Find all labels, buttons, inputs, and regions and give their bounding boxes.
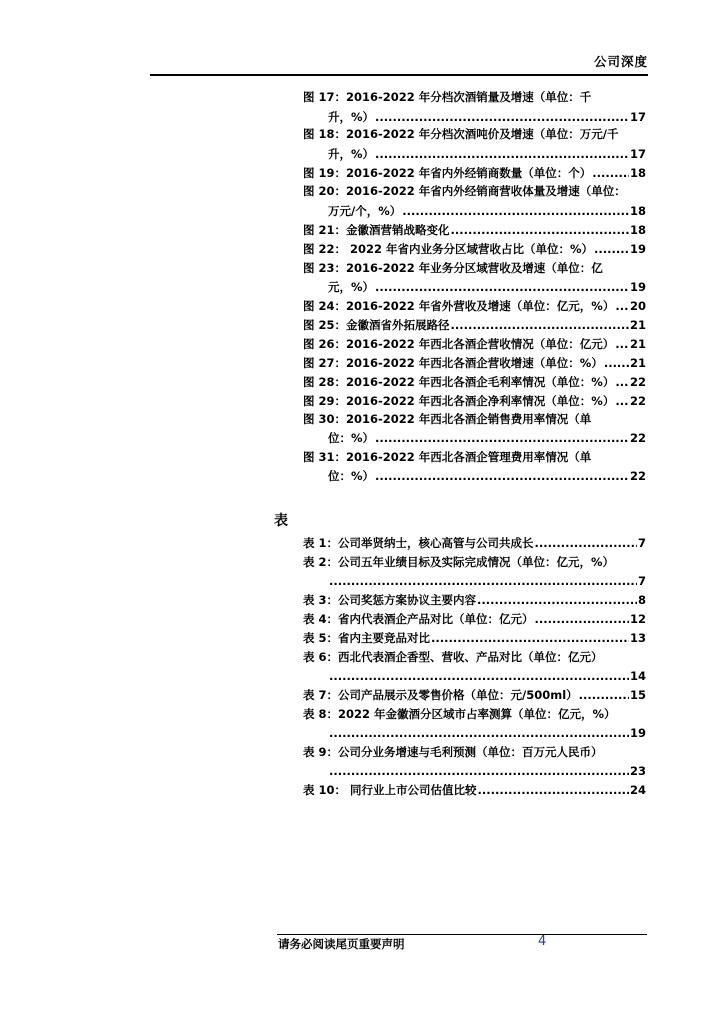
leader-dots [451,316,629,334]
footer-rule [277,934,647,935]
toc-figure-18-line1[interactable]: 图 18：2016-2022 年分档次酒吨价及增速（单位：万元/千 [303,127,619,141]
toc-label: 表 5：省内主要竞品对比 [303,631,431,645]
toc-page: 21 [629,356,646,370]
toc-page: 18 [629,223,646,237]
toc-label: 图 27：2016-2022 年西北各酒企营收增速（单位：%） [303,356,603,370]
toc-label: 升，%） [328,110,375,124]
toc-figure-27[interactable] [303,354,646,372]
toc-page: 20 [629,299,646,313]
toc-figure-23[interactable] [328,278,646,296]
toc-figure-21[interactable] [303,221,646,239]
toc-label: 表 7：公司产品展示及零售价格（单位：元/500ml） [303,688,578,702]
toc-figure-26[interactable] [303,335,646,353]
leader-dots [579,686,629,704]
toc-page: 15 [629,688,646,702]
toc-figure-25[interactable] [303,316,646,334]
page-number: 4 [538,934,547,949]
leader-dots [594,240,629,258]
toc-figure-29[interactable] [303,392,646,410]
toc-label: 升，%） [328,147,375,161]
toc-label: 元，%） [328,280,375,294]
toc-page: 17 [629,110,646,124]
toc-page: 12 [629,612,646,626]
toc-label: 万元/个，%） [328,204,402,218]
toc-figure-22[interactable] [303,240,646,258]
header-rule [150,74,648,76]
toc-page: 18 [629,166,646,180]
toc-page: 7 [637,574,646,588]
leader-dots [592,164,629,182]
toc-label: 图 26：2016-2022 年西北各酒企营收情况（单位：亿元） [303,337,615,351]
leader-dots [477,591,637,609]
toc-page: 7 [637,536,646,550]
leader-dots [375,467,629,485]
toc-label: 图 19：2016-2022 年省内外经销商数量（单位：个） [303,166,592,180]
toc-page: 8 [637,593,646,607]
toc-figure-19[interactable] [303,164,646,182]
leader-dots [535,534,637,552]
toc-page: 22 [629,469,646,483]
toc-label: 表 4：省内代表酒企产品对比（单位：亿元） [303,612,534,626]
toc-page: 19 [629,242,646,256]
leader-dots [375,108,629,126]
toc-page: 23 [629,764,646,778]
leader-dots [431,629,629,647]
leader-dots [329,667,629,685]
toc-figure-30-line1[interactable]: 图 30：2016-2022 年西北各酒企销售费用率情况（单 [303,412,592,426]
toc-table-2-line1[interactable]: 表 2：公司五年业绩目标及实际完成情况（单位：亿元，%） [303,555,615,569]
toc-page: 17 [629,147,646,161]
toc-label: 图 24：2016-2022 年省外营收及增速（单位：亿元，%） [303,299,615,313]
leader-dots [478,781,629,799]
toc-label: 表 1：公司举贤纳士，核心高管与公司共成长 [303,536,534,550]
leader-dots [451,221,629,239]
toc-page: 14 [629,669,646,683]
toc-label: 位：%） [328,431,375,445]
leader-dots [402,202,629,220]
leader-dots [615,335,629,353]
leader-dots [375,278,629,296]
toc-label: 图 22： 2022 年省内业务分区域营收占比（单位：%） [303,242,594,256]
toc-table-3[interactable] [303,591,646,609]
toc-figure-31-line1[interactable]: 图 31：2016-2022 年西北各酒企管理费用率情况（单 [303,450,592,464]
toc-figure-17[interactable] [328,108,646,126]
toc-table-9[interactable] [328,762,646,780]
toc-label: 表 3：公司奖惩方案协议主要内容 [303,593,477,607]
toc-label: 表 10： 同行业上市公司估值比较 [303,783,477,797]
toc-label: 图 29：2016-2022 年西北各酒企净利率情况（单位：%） [303,394,615,408]
toc-label: 图 21：金徽酒营销战略变化 [303,223,450,237]
toc-page: 21 [629,337,646,351]
toc-table-4[interactable] [303,610,646,628]
leader-dots [615,297,629,315]
leader-dots [615,392,629,410]
header-label: 公司深度 [593,54,648,69]
footer-disclaimer: 请务必阅读尾页重要声明 [278,937,405,951]
toc-page: 22 [629,394,646,408]
toc-table-6[interactable] [328,667,646,685]
toc-table-8-line1[interactable]: 表 8：2022 年金徽酒分区域市占率测算（单位：亿元，%） [303,707,616,721]
toc-page: 22 [629,431,646,445]
toc-figure-17-line1[interactable]: 图 17：2016-2022 年分档次酒销量及增速（单位：千 [303,90,592,104]
toc-figure-30[interactable] [328,429,646,447]
toc-table-10[interactable] [303,781,646,799]
leader-dots [615,373,629,391]
toc-page: 24 [629,783,646,797]
toc-figure-24[interactable] [303,297,646,315]
toc-figure-23-line1[interactable]: 图 23：2016-2022 年业务分区域营收及增速（单位：亿 [303,261,603,275]
toc-label: 图 28：2016-2022 年西北各酒企毛利率情况（单位：%） [303,375,615,389]
toc-table-6-line1[interactable]: 表 6：西北代表酒企香型、营收、产品对比（单位：亿元） [303,650,603,664]
toc-figure-20[interactable] [328,202,646,220]
toc-table-9-line1[interactable]: 表 9：公司分业务增速与毛利预测（单位：百万元人民币） [303,745,603,759]
toc-page: 13 [629,631,646,645]
toc-page: 18 [629,204,646,218]
tables-section-heading: 表 [274,513,288,529]
leader-dots [375,145,629,163]
toc-table-1[interactable] [303,534,646,552]
toc-figure-31[interactable] [328,467,646,485]
leader-dots [329,572,637,590]
toc-figure-18[interactable] [328,145,646,163]
toc-figure-28[interactable] [303,373,646,391]
toc-table-5[interactable] [303,629,646,647]
leader-dots [535,610,629,628]
toc-page: 22 [629,375,646,389]
toc-table-7[interactable] [303,686,646,704]
leader-dots [375,429,629,447]
leader-dots [329,724,629,742]
toc-page: 19 [629,726,646,740]
toc-page: 19 [629,280,646,294]
toc-label: 位：%） [328,469,375,483]
toc-table-2[interactable] [328,572,646,590]
leader-dots [604,354,629,372]
toc-figure-20-line1[interactable]: 图 20：2016-2022 年省内外经销商营收体量及增速（单位： [303,184,626,198]
toc-label: 图 25：金徽酒省外拓展路径 [303,318,450,332]
toc-table-8[interactable] [328,724,646,742]
toc-page: 21 [629,318,646,332]
leader-dots [329,762,629,780]
